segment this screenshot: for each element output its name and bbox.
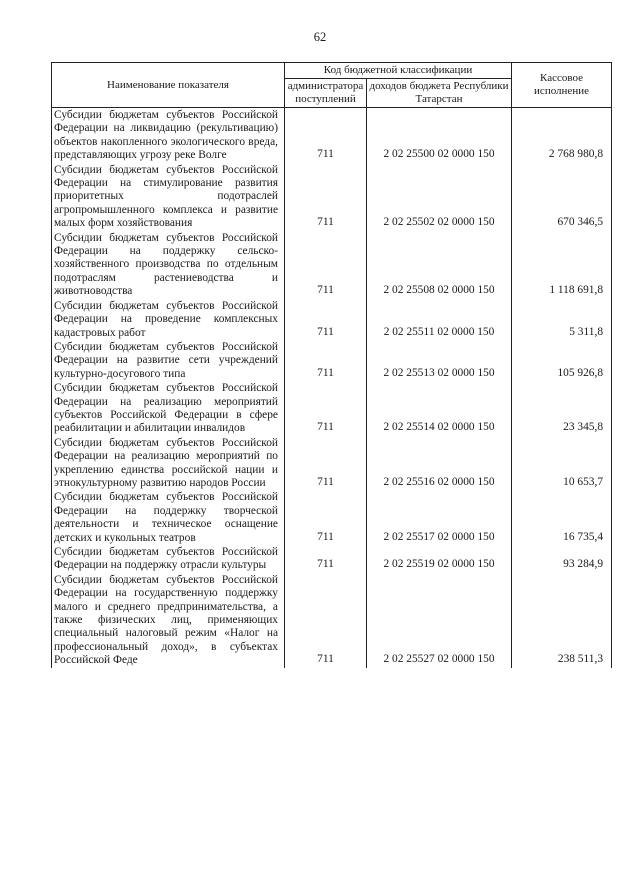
income-code: 2 02 25502 02 0000 150: [367, 163, 512, 231]
indicator-name: Субсидии бюджетам субъектов Российской Федерации на государственную поддержку малого и среднего предпринимательства, а также физических лиц, применяющих специальный налоговый режим «Налог на профессиональный доход», в субъектах Российской Феде: [52, 573, 285, 668]
admin-code: 711: [285, 340, 367, 381]
indicator-name: Субсидии бюджетам субъектов Российской Федерации на поддержку сельскохозяйственного производства по отдельным подотраслям растениеводства и животноводства: [52, 231, 285, 299]
table-row: [52, 108, 612, 163]
indicator-name: Субсидии бюджетам субъектов Российской Федерации на проведение комплексных кадастровых работ: [52, 299, 285, 340]
admin-code: 711: [285, 381, 367, 436]
admin-code: 711: [285, 490, 367, 545]
income-code: 2 02 25519 02 0000 150: [367, 545, 512, 573]
cash-amount: 93 284,9: [512, 545, 612, 573]
indicator-name: Субсидии бюджетам субъектов Российской Федерации на развитие сети учреждений культурно-досугового типа: [52, 340, 285, 381]
cash-amount: 23 345,8: [512, 381, 612, 436]
indicator-name: Субсидии бюджетам субъектов Российской Федерации на стимулирование развития приоритетных подотраслей агропромышленного комплекса и развитие малых форм хозяйствования: [52, 163, 285, 231]
cash-amount: 16 735,4: [512, 490, 612, 545]
table-row: [52, 573, 612, 668]
admin-code: 711: [285, 545, 367, 573]
indicator-name: Субсидии бюджетам субъектов Российской Федерации на поддержку творческой деятельности и техническое оснащение детских и кукольных театров: [52, 490, 285, 545]
admin-code: 711: [285, 573, 367, 668]
income-code: 2 02 25516 02 0000 150: [367, 436, 512, 491]
table-row: [52, 340, 612, 381]
income-code: 2 02 25508 02 0000 150: [367, 231, 512, 299]
income-code: 2 02 25527 02 0000 150: [367, 573, 512, 668]
cash-amount: 105 926,8: [512, 340, 612, 381]
budget-table: [51, 62, 612, 668]
header-name: Наименование показателя: [52, 63, 285, 108]
indicator-name: Субсидии бюджетам субъектов Российской Федерации на ликвидацию (рекультивацию) объектов накопленного экологического вреда, представляющих угрозу реке Волге: [52, 108, 285, 163]
income-code: 2 02 25511 02 0000 150: [367, 299, 512, 340]
cash-amount: 10 653,7: [512, 436, 612, 491]
header-classification: Код бюджетной классификации: [285, 63, 512, 79]
header-admin: администратора поступлений: [285, 79, 367, 108]
table-row: [52, 163, 612, 231]
admin-code: 711: [285, 163, 367, 231]
table-row: [52, 545, 612, 573]
admin-code: 711: [285, 299, 367, 340]
admin-code: 711: [285, 231, 367, 299]
cash-amount: 238 511,3: [512, 573, 612, 668]
header-cash: Кассовое исполнение: [512, 63, 612, 108]
indicator-name: Субсидии бюджетам субъектов Российской Федерации на реализацию мероприятий субъектов Российской Федерации в сфере реабилитации и абилитации инвалидов: [52, 381, 285, 436]
table-header: [52, 63, 612, 108]
table-row: [52, 299, 612, 340]
income-code: 2 02 25513 02 0000 150: [367, 340, 512, 381]
cash-amount: 2 768 980,8: [512, 108, 612, 163]
table-row: [52, 381, 612, 436]
cash-amount: 5 311,8: [512, 299, 612, 340]
admin-code: 711: [285, 436, 367, 491]
admin-code: 711: [285, 108, 367, 163]
indicator-name: Субсидии бюджетам субъектов Российской Федерации на поддержку отрасли культуры: [52, 545, 285, 573]
cash-amount: 670 346,5: [512, 163, 612, 231]
table-body: [52, 108, 612, 668]
income-code: 2 02 25500 02 0000 150: [367, 108, 512, 163]
table-row: [52, 490, 612, 545]
income-code: 2 02 25514 02 0000 150: [367, 381, 512, 436]
table-row: [52, 436, 612, 491]
income-code: 2 02 25517 02 0000 150: [367, 490, 512, 545]
header-income: доходов бюджета Республики Татарстан: [367, 79, 512, 108]
table-row: [52, 231, 612, 299]
cash-amount: 1 118 691,8: [512, 231, 612, 299]
indicator-name: Субсидии бюджетам субъектов Российской Федерации на реализацию мероприятий по укреплению единства российской нации и этнокультурному развитию народов России: [52, 436, 285, 491]
page-number: 62: [313, 30, 327, 44]
